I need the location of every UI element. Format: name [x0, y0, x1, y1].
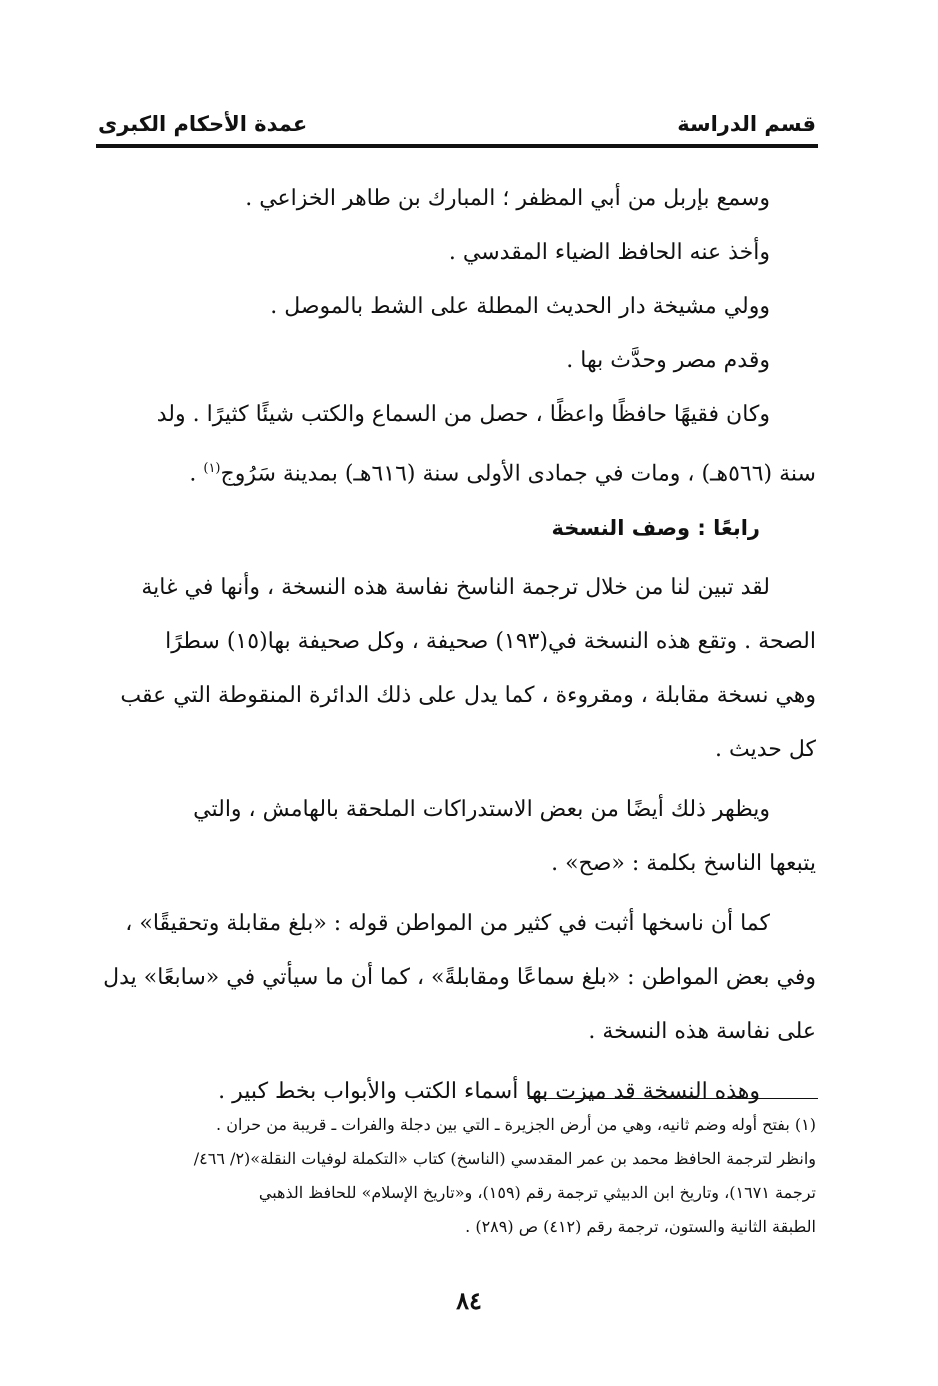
text-line: كل حديث .: [715, 737, 816, 763]
book-title: عمدة الأحكام الكبرى: [98, 112, 308, 136]
footnote-line: وانظر لترجمة الحافظ محمد بن عمر المقدسي (الناسخ) كتاب «التكملة لوفيات النقلة»(٢/ ٤٦٦/: [193, 1149, 816, 1168]
footnote-line: ترجمة ١٦٧١)، وتاريخ ابن الدبيثي ترجمة رقم (١٥٩)، و«تاريخ الإسلام» للحافظ الذهبي: [258, 1183, 816, 1202]
text-line: كما أن ناسخها أثبت في كثير من المواطن قوله : «بلغ مقابلة وتحقيقًا» ،: [125, 911, 770, 937]
footnote-line: الطبقة الثانية والستون، ترجمة رقم (٤١٢) ص (٢٨٩) .: [465, 1217, 816, 1236]
text-line: يتبعها الناسخ بكلمة : «صح» .: [551, 851, 816, 877]
text-line: [98, 442, 816, 501]
text-line: وأخذ عنه الحافظ الضياء المقدسي .: [448, 240, 770, 265]
text-line: وهذه النسخة قد ميزت بها أسماء الكتب والأبواب بخط كبير .: [218, 1079, 760, 1105]
section-title: قسم الدراسة: [677, 112, 816, 136]
text-line: وكان فقيهًا حافظًا واعظًا ، حصل من السماع والكتب شيئًا كثيرًا . ولد: [156, 402, 770, 427]
footnote-line: (١) بفتح أوله وضم ثانيه، وهي من أرض الجزيرة ـ التي بين دجلة والفرات ـ قريبة من حران .: [216, 1115, 816, 1134]
text-line: وفي بعض المواطن : «بلغ سماعًا ومقابلةً» ، كما أن ما سيأتي في «سابعًا» يدل: [103, 965, 816, 991]
running-header: [96, 108, 818, 144]
text-line: ويظهر ذلك أيضًا من بعض الاستدراكات الملحقة بالهامش ، والتي: [193, 797, 770, 823]
text-line: وقدم مصر وحدَّث بها .: [566, 348, 770, 373]
text-line: وسمع بإربل من أبي المظفر ؛ المبارك بن طاهر الخزاعي .: [245, 186, 770, 211]
text-segment: سنة (٥٦٦هـ) ، ومات في جمادى الأولى سنة (٦١٦هـ) بمدينة سَرُوج: [220, 461, 816, 487]
footnotes: [98, 1108, 816, 1244]
text-line: وولي مشيخة دار الحديث المطلة على الشط بالموصل .: [270, 294, 770, 319]
text-segment: .: [189, 461, 204, 487]
subheading: رابعًا : وصف النسخة: [551, 516, 760, 541]
text-line: وهي نسخة مقابلة ، ومقروءة ، كما يدل على ذلك الدائرة المنقوطة التي عقب: [120, 683, 816, 709]
header-divider: [96, 144, 818, 148]
main-text: [98, 172, 816, 1119]
text-line: الصحة . وتقع هذه النسخة في(١٩٣) صحيفة ، وكل صحيفة بها(١٥) سطرًا: [165, 629, 816, 655]
text-line: لقد تبين لنا من خلال ترجمة الناسخ نفاسة هذه النسخة ، وأنها في غاية: [141, 575, 770, 601]
text-line: على نفاسة هذه النسخة .: [588, 1019, 816, 1045]
footnote-divider: [528, 1098, 818, 1099]
footnote-marker: (١): [203, 461, 221, 476]
page-number: ٨٤: [456, 1286, 482, 1315]
